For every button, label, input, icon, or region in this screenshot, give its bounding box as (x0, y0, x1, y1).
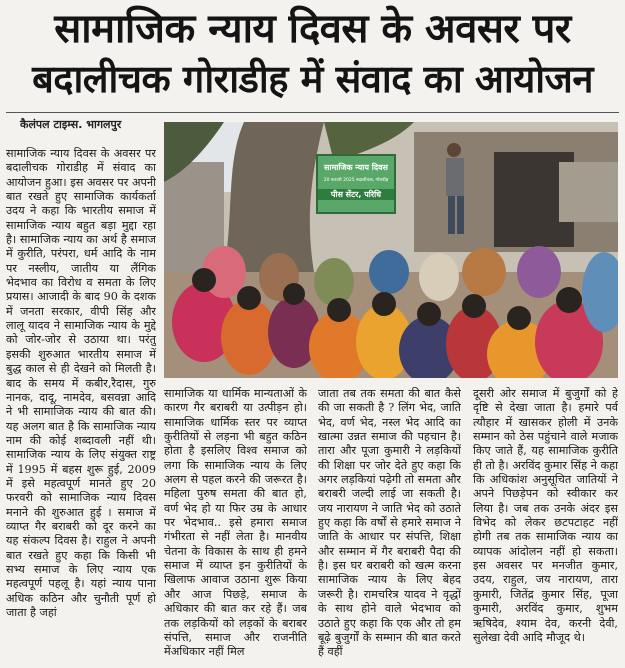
banner-organizer: पीस सेंटर, परिधि (318, 189, 394, 200)
article-text-col-3: जाता तब तक समता की बात कैसे की जा सकती है ? लिंग भेद, जाति भेद, वर्ण भेद, नस्ल भेद आदि का खात्मा उन्नत समाज की पहचान है। तारा और पूजा कुमारी ने लड़कियों की शिक्षा पर जोर देते हुए कहा कि अगर लड़कियां पढ़ेगी तो समता और बराबरी जल्दी लाई जा सकती है। जय नारायण ने जाति भेद को उठाते हुए कहा कि वर्षों से हमारे समाज ने जाति के आधार पर संपत्ति, शिक्षा और सम्मान में गैर बराबरी पैदा की है। इस घर बराबरी को खत्म करना सामाजिक न्याय के लिए बेहद जरूरी है। रामचरित्र यादव ने वृद्धों के साथ होने वाले भेदभाव को उठाते हुए कहा कि एक और तो हम बूढ़े बुजुर्गों के सम्मान की बात करते हैं वहीं (318, 387, 461, 659)
event-banner (316, 154, 396, 214)
article-column-4 (473, 387, 618, 665)
article-text-col-1: सामाजिक न्याय दिवस के अवसर पर बदालीचक गोराडीह में संवाद का आयोजन हुआ। इस अवसर पर अपनी बात रखते हुए सामाजिक कार्यकर्ता उदय ने कहा कि भारतीय समाज में सामाजिक न्याय बहुत बड़ा मुद्दा रहा है। सामाजिक न्याय का अर्थ है समाज में कुरीति, परंपरा, धर्म आदि के नाम पर नस्लीय, जातीय या लैंगिक भेदभाव का विरोध व समता के लिए प्रयास। आजादी के बाद 90 के दशक में जनता सरकार, वीपी सिंह और लालू यादव ने सामाजिक न्याय के मुद्दे को जोर-जोर से उठाया था। परंतु इसकी शुरुआत भारतीय समाज में बुद्ध काल से ही देखने को मिलती है। बाद के समय में कबीर,रैदास, गुरु नानक, दादू, नामदेव, बसवन्ना आदि ने भी सामाजिक न्याय की बात की। यह अलग बात है कि सामाजिक न्याय नाम की कोई शब्दावली नहीं थी। सामाजिक न्याय के लिए संयुक्त राष्ट्र में 1995 में बहस शुरू हुई, 2009 में इसे महत्वपूर्ण मानते हुए 20 फरवरी को सामाजिक न्याय दिवस मनाने की शुरुआत हुई । समाज में व्याप्त गैर बराबरी को दूर करने का यह संकल्प दिवस है। राहुल ने अपनी बात रखते हुए कहा कि किसी भी सभ्य समाज के लिए न्याय एक महत्वपूर्ण पहलू है। यहां न्याय पाना अधिक कठिन और चुनौती पूर्ण हो जाता है जहां (6, 147, 156, 619)
article-text-col-2: सामाजिक या धार्मिक मान्यताओं के कारण गैर बराबरी या उत्पीड़न हो। सामाजिक धार्मिक स्तर पर व्याप्त कुरीतियों से लड़ना भी बहुत कठिन होता है इसलिए विश्व समाज को लगा कि सामाजिक न्याय के लिए अलग से पहल करने की जरूरत है। महिला पुरुष समता की बात हो, वर्ण भेद हो या फिर उम्र के आधार पर भेदभाव.. इसे हमारा समाज गंभीरता से नहीं लेता है। मानवीय चेतना के विकास के साथ ही हमने समाज में व्याप्त इन कुरीतियों के खिलाफ आवाज उठाना शुरू किया और आज पिछड़े, समाज के अधिकार की बात कर रहे हैं। जब तक लड़कियों को लड़कों के बराबर संपत्ति, समाज और राजनीति मेंअधिकार नहीं मिल (164, 387, 307, 659)
article-text-col-4: दूसरी ओर समाज में बुजुर्गों को हे दृष्टि से देखा जाता है। हमारे पर्व त्यौहार में खासकर होली में उनके सम्मान को ठेस पहुंचाने वाले मजाक किए जाते हैं, यह सामाजिक कुरीति ही तो है। अरविंद कुमार सिंह ने कहा कि अधिकांश अनुसूचित जातियों ने अपने पिछड़ेपन को स्वीकार कर लिया है। जब तक उनके अंदर इस विभेद को लेकर छटपटाहट नहीं होगी तब तक सामाजिक न्याय का व्यापक आंदोलन नहीं हो सकता। इस अवसर पर मनजीत कुमार, उदय, राहुल, जय नारायण, तारा कुमारी, जितेंद्र कुमार सिंह, पूजा कुमारी, अरविंद कुमार, शुभम ऋषिदेव, श्याम देव, करनी देवी, सुलेखा देवी आदि मौजूद थे। (473, 387, 618, 644)
headline-divider (6, 112, 619, 113)
banner-title: सामाजिक न्याय दिवस (324, 163, 388, 172)
event-photo (164, 122, 618, 378)
article-column-1 (6, 147, 156, 665)
article-column-3 (318, 387, 461, 665)
headline-line-2: बदालीचक गोराडीह में संवाद का आयोजन (32, 57, 593, 101)
headline (0, 4, 625, 104)
article-column-2 (164, 387, 307, 665)
headline-line-1: सामाजिक न्याय दिवस के अवसर पर (54, 6, 571, 52)
banner-date-place: 20 फरवरी 2025 बदालीचक, गोराडीह (323, 178, 389, 183)
byline: कैलंपल टाइम्स. भागलपुर (20, 118, 122, 131)
